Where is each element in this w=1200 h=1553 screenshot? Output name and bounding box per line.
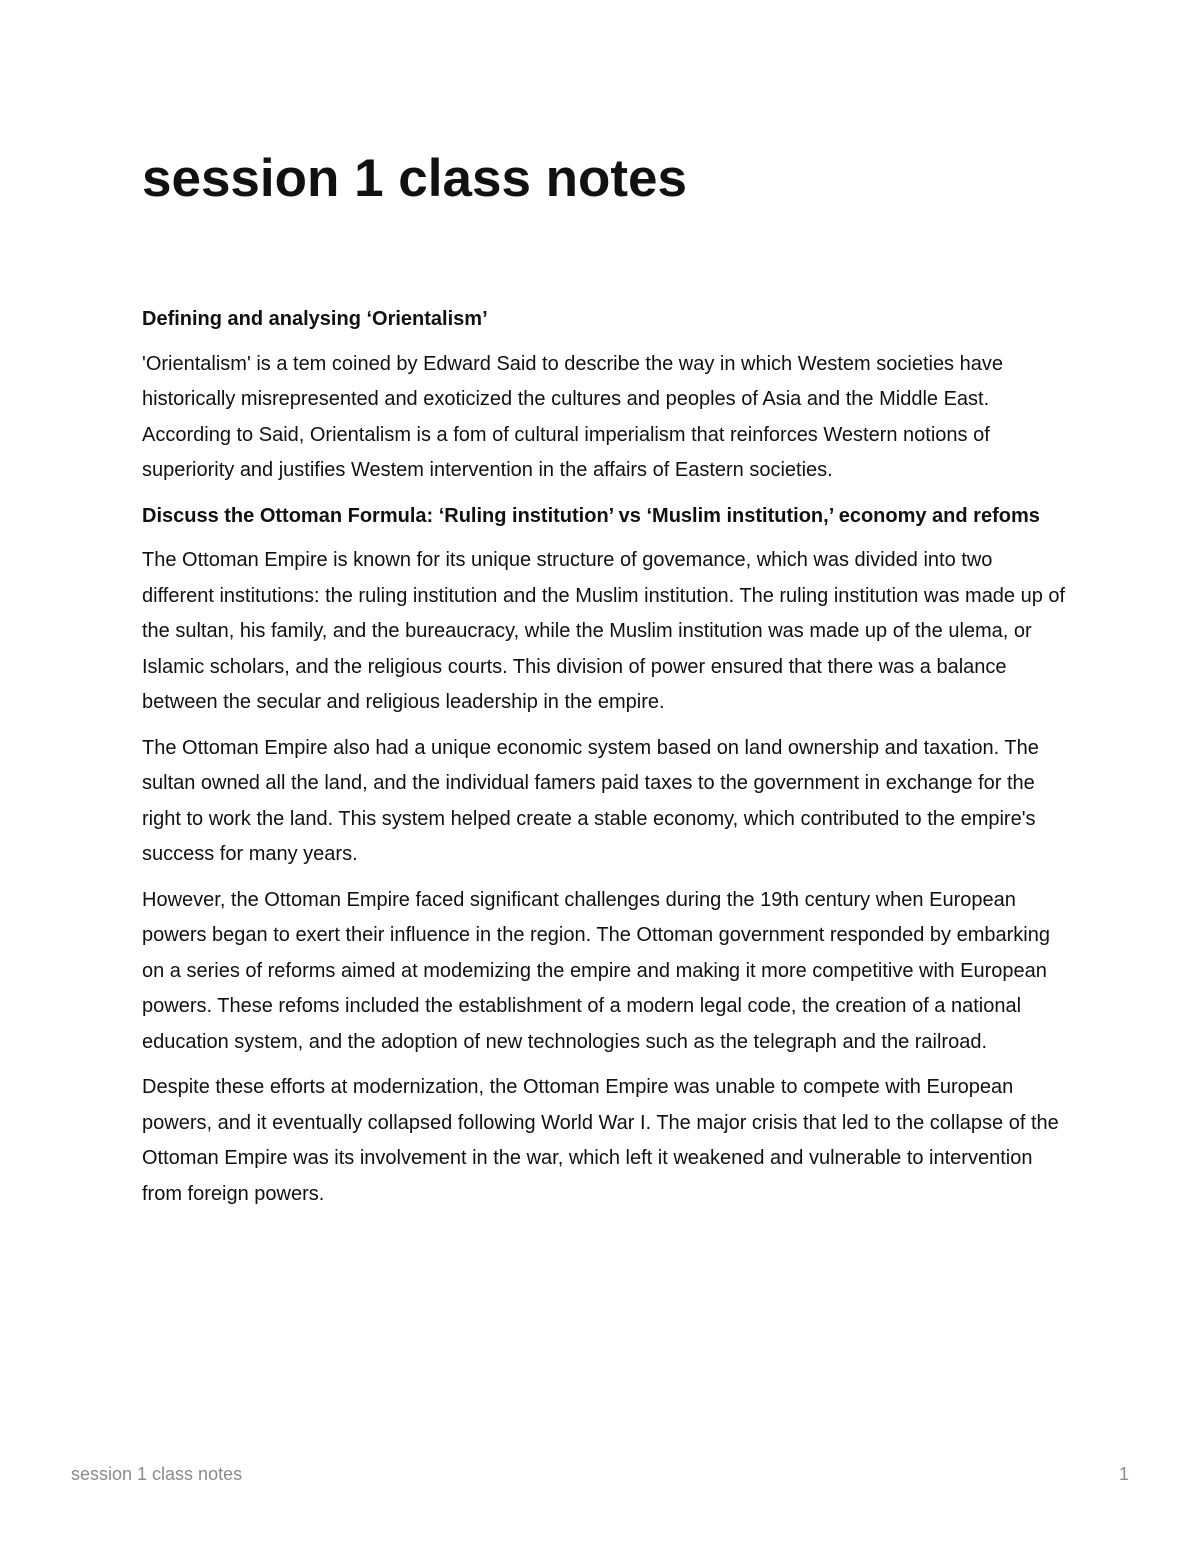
section-heading: Defining and analysing ‘Orientalism’ <box>142 308 488 330</box>
paragraph: 'Orientalism' is a tem coined by Edward Said to describe the way in which Westem societies have historically misrepresented and exoticized the cultures and peoples of Asia and the Middle East. According to Said, Orientalism is a fom of cultural imperialism that reinforces Western notions of superiority and justifies Westem intervention in the affairs of Eastern societies. <box>142 352 1003 481</box>
page-footer <box>71 1464 1129 1492</box>
document-title: session 1 class notes <box>142 149 688 208</box>
section-orientalism <box>142 302 1067 489</box>
page-content <box>142 140 1067 1222</box>
paragraph: However, the Ottoman Empire faced significant challenges during the 19th century when European powers began to exert their influence in the region. The Ottoman government responded by embarking on a series of reforms aimed at modemizing the empire and making it more competitive with European powers. These refoms included the establishment of a modern legal code, the creation of a national education system, and the adoption of new technologies such as the telegraph and the railroad. <box>142 888 1050 1053</box>
paragraph: The Ottoman Empire is known for its unique structure of govemance, which was divided into two different institutions: the ruling institution and the Muslim institution. The ruling institution was made up of the sultan, his family, and the bureaucracy, while the Muslim institution was made up of the ulema, or Islamic scholars, and the religious courts. This division of power ensured that there was a balance between the secular and religious leadership in the empire. <box>142 549 1066 713</box>
footer-title: session 1 class notes <box>71 1464 243 1484</box>
paragraph: Despite these efforts at modernization, the Ottoman Empire was unable to compete with European powers, and it eventually collapsed following World War I. The major crisis that led to the collapse of the Ottoman Empire was its involvement in the war, which left it weakened and vulnerable to intervention from foreign powers. <box>142 1076 1059 1205</box>
section-ottoman-formula <box>142 499 1067 1213</box>
page-number: 1 <box>1118 1464 1129 1484</box>
paragraph: The Ottoman Empire also had a unique economic system based on land ownership and taxation. The sultan owned all the land, and the individual famers paid taxes to the government in exchange for the right to work the land. This system helped create a stable economy, which contributed to the empire's success for many years. <box>142 736 1039 865</box>
section-heading: Discuss the Ottoman Formula: ‘Ruling institution’ vs ‘Muslim institution,’ economy and refoms <box>142 504 1040 527</box>
